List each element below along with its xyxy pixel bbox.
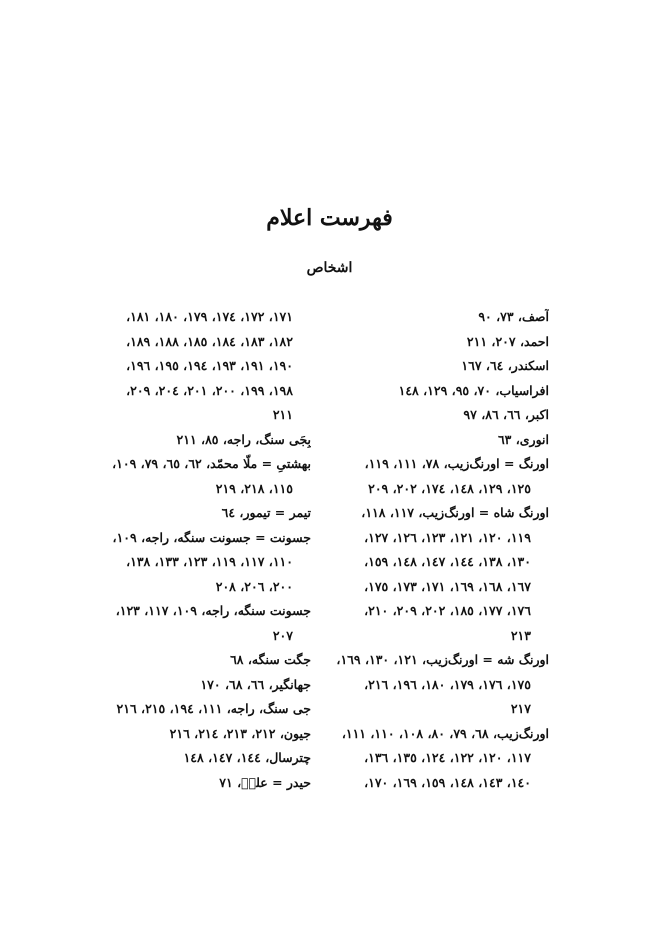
index-line: ١١٥، ٢١٨، ٢١٩ xyxy=(215,480,293,496)
index-line: ١١٧، ١٢٠، ١٢٢، ١٢٤، ١٣٥، ١٣٦، xyxy=(364,750,531,765)
index-line: جهانگیر، ٦٦، ٦٨، ١٧٠ xyxy=(200,676,311,692)
index-line: احمد، ٢٠٧، ٢١١ xyxy=(466,333,549,349)
index-line: ١١٠، ١١٧، ١١٩، ١٢٣، ١٣٣، ١٣٨، xyxy=(126,554,293,569)
section-subtitle: اشخاص xyxy=(306,260,353,276)
index-line: ٢١١ xyxy=(272,407,293,422)
index-line: ٢١٧ xyxy=(510,701,531,716)
index-line: اکبر، ٦٦، ٨٦، ٩٧ xyxy=(463,407,549,422)
index-line: اورنگ = اورنگ‌زیب، ٧٨، ١١١، ١١٩، xyxy=(364,456,549,471)
index-line: چترسال، ١٤٤، ١٤٧، ١٤٨ xyxy=(183,750,311,765)
page-title: فهرست اعلام xyxy=(266,205,393,231)
index-line: ١٦٧، ١٦٨، ١٦٩، ١٧١، ١٧٣، ١٧٥، xyxy=(364,578,531,594)
index-line: ١٨٢، ١٨٣، ١٨٤، ١٨٥، ١٨٨، ١٨٩، xyxy=(126,333,293,349)
index-line: تیمر = تیمور، ٦٤ xyxy=(221,505,311,520)
index-line: اورنگ شاه = اورنگ‌زیب، ١١٧، ١١٨، xyxy=(361,505,549,520)
index-column-right xyxy=(304,305,549,795)
index-line: ١٢٥، ١٢٩، ١٤٨، ١٧٤، ٢٠٢، ٢٠٩ xyxy=(368,480,531,496)
index-line: ١٩٠، ١٩١، ١٩٣، ١٩٤، ١٩٥، ١٩٦، xyxy=(126,358,293,373)
index-line: اورنگ‌زیب، ٦٨، ٧٩، ٨٠، ١٠٨، ١١٠، ١١١، xyxy=(341,725,549,741)
index-line: جسونت سنگه، راجه، ١٠٩، ١١٧، ١٢٣، xyxy=(115,603,311,618)
index-column-left xyxy=(66,305,311,795)
index-line: ١٤٠، ١٤٣، ١٤٨، ١٥٩، ١٦٩، ١٧٠، xyxy=(364,774,531,790)
index-line: ٢٠٠، ٢٠٦، ٢٠٨ xyxy=(215,578,293,594)
index-line: حیدر = علیؑ، ٧١ xyxy=(219,774,311,790)
index-line: ٢١٣ xyxy=(510,627,531,643)
index-line: ١٧٦، ١٧٧، ١٨٥، ٢٠٢، ٢٠٩، ٢١٠، xyxy=(364,603,531,618)
index-line: آصف، ٧٣، ٩٠ xyxy=(478,309,549,324)
index-line: بهشتیِ = ملّا محمّد، ٦٢، ٦٥، ٧٩، ١٠٩، xyxy=(112,456,311,471)
index-line: اسکندر، ٦٤، ١٦٧ xyxy=(461,358,549,373)
index-line: افراسیاب، ٧٠، ٩٥، ١٢٩، ١٤٨ xyxy=(398,382,549,398)
index-line: جیون، ٢١٢، ٢١٣، ٢١٤، ٢١٦ xyxy=(169,725,311,741)
index-line: انوری، ٦٣ xyxy=(497,431,549,447)
index-line: ١٧٥، ١٧٦، ١٧٩، ١٨٠، ١٩٦، ٢١٦، xyxy=(364,676,531,692)
index-line: ١١٩، ١٢٠، ١٢١، ١٢٣، ١٢٦، ١٢٧، xyxy=(364,529,531,545)
index-line: ١٧١، ١٧٢، ١٧٤، ١٧٩، ١٨٠، ١٨١، xyxy=(126,309,293,324)
index-line: جگت سنگه، ٦٨ xyxy=(230,652,311,667)
index-line: ١٣٠، ١٣٨، ١٤٤، ١٤٧، ١٤٨، ١٥٩، xyxy=(364,554,531,569)
index-line: ١٩٨، ١٩٩، ٢٠٠، ٢٠١، ٢٠٤، ٢٠٩، xyxy=(126,382,293,398)
index-line: ٢٠٧ xyxy=(272,627,293,643)
index-line: اورنگ شه = اورنگ‌زیب، ١٢١، ١٣٠، ١٦٩، xyxy=(336,652,549,667)
index-line: جسونت = جسونت سنگه، راجه، ١٠٩، xyxy=(112,529,311,545)
index-line: جی سنگ، راجه، ١١١، ١٩٤، ٢١٥، ٢١٦ xyxy=(116,701,311,716)
index-line: بِجَی سنگ، راجه، ٨٥، ٢١١ xyxy=(176,431,311,447)
